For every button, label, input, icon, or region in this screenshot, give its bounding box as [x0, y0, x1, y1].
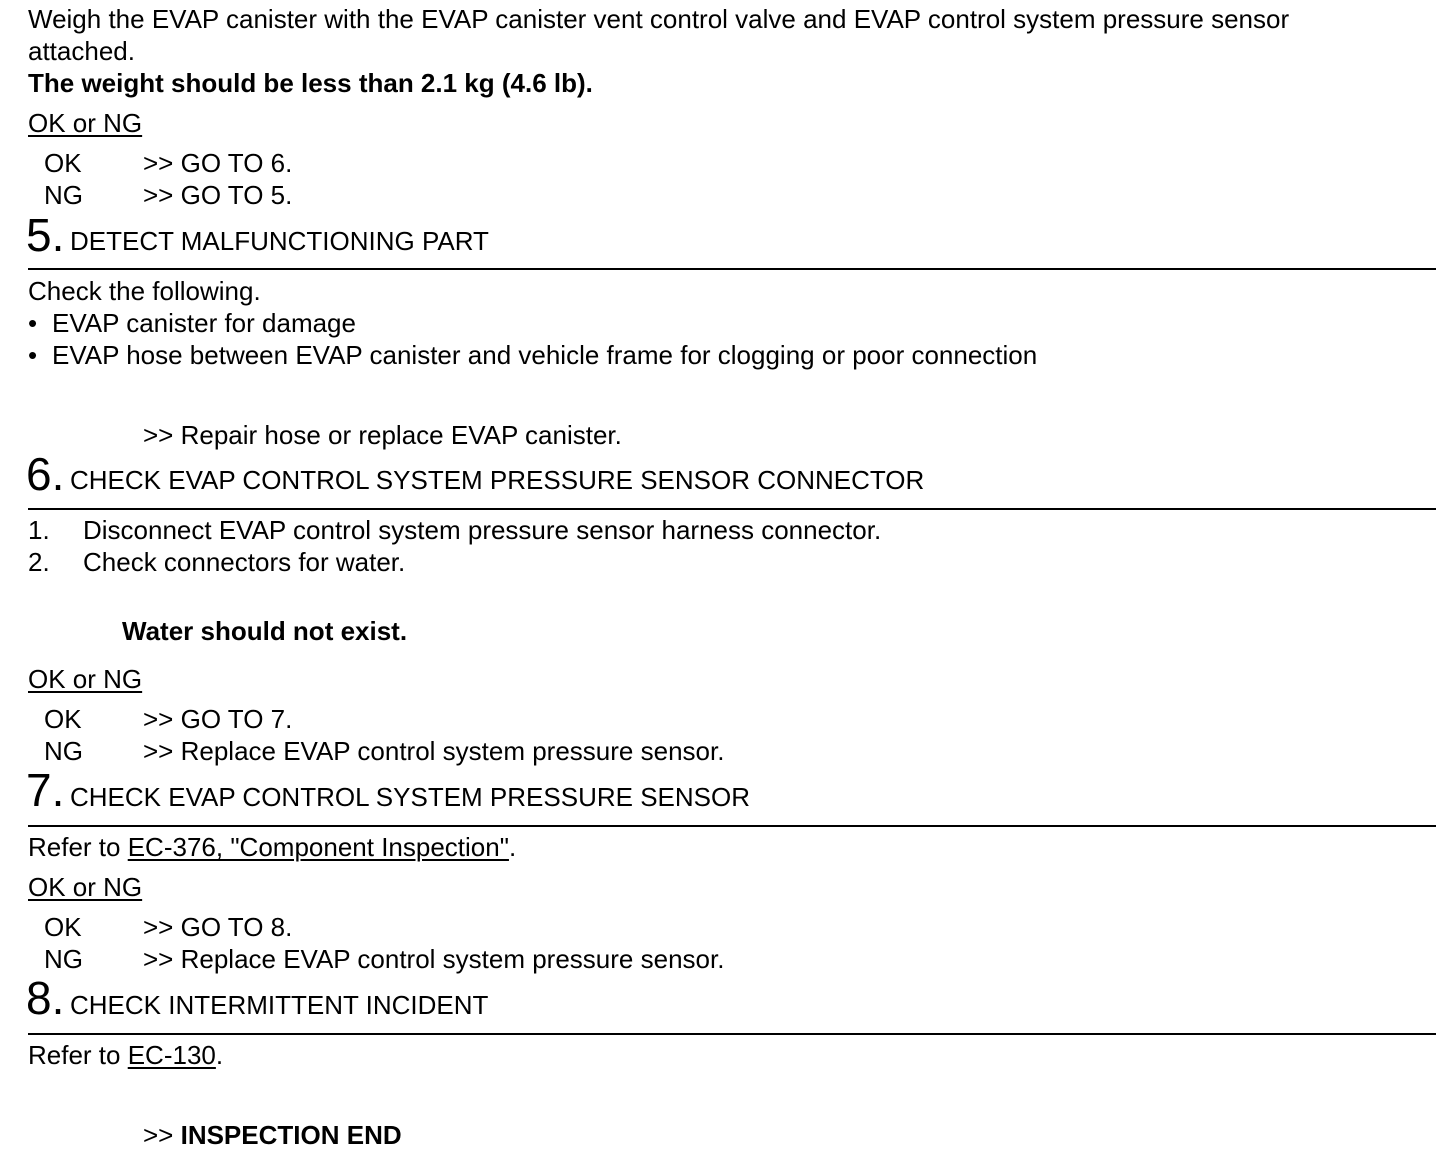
step-7-refer	[28, 834, 516, 860]
step-7-title: CHECK EVAP CONTROL SYSTEM PRESSURE SENSOR	[70, 782, 750, 812]
ec-130-link[interactable]: EC-130	[127, 1040, 216, 1070]
step-5-title: DETECT MALFUNCTIONING PART	[70, 226, 489, 256]
step-6-number: 6.	[26, 448, 65, 500]
refer-suffix: .	[508, 832, 517, 862]
refer-prefix: Refer to	[28, 832, 128, 862]
step-6-item-2-number: 2.	[28, 547, 50, 577]
step-5-bullet-1: EVAP canister for damage	[52, 308, 356, 338]
inspection-end	[143, 1122, 402, 1148]
ok-action-1: >> GO TO 6.	[143, 148, 293, 178]
step-8-refer	[28, 1042, 223, 1068]
result-heading-3: OK or NG	[28, 872, 143, 902]
step-6-item-1-number: 1.	[28, 515, 50, 545]
intro-line-1: Weigh the EVAP canister with the EVAP canister vent control valve and EVAP control system pressure sensor	[28, 4, 1290, 34]
step-6-item-1-text: Disconnect EVAP control system pressure sensor harness connector.	[83, 515, 882, 545]
refer-suffix: .	[215, 1040, 224, 1070]
step-5-intro: Check the following.	[28, 276, 261, 306]
step-6-divider	[28, 508, 1436, 510]
ng-action-1: >> GO TO 5.	[143, 180, 293, 210]
step-5-divider	[28, 268, 1436, 270]
step-8-title: CHECK INTERMITTENT INCIDENT	[70, 990, 489, 1020]
ng-action-3: >> Replace EVAP control system pressure sensor.	[143, 944, 725, 974]
step-8-divider	[28, 1033, 1436, 1035]
end-text: INSPECTION END	[180, 1120, 402, 1150]
step-6-title: CHECK EVAP CONTROL SYSTEM PRESSURE SENSOR CONNECTOR	[70, 465, 925, 495]
step-7-divider	[28, 825, 1436, 827]
bullet-marker: •	[28, 340, 38, 370]
water-spec: Water should not exist.	[122, 616, 408, 646]
ok-action-3: >> GO TO 8.	[143, 912, 293, 942]
result-heading-2: OK or NG	[28, 664, 143, 694]
step-5-bullet-2: EVAP hose between EVAP canister and vehicle frame for clogging or poor connection	[52, 340, 1038, 370]
component-inspection-link[interactable]: EC-376, "Component Inspection"	[127, 832, 509, 862]
step-5-number: 5.	[26, 209, 65, 261]
ok-label-2: OK	[44, 704, 82, 734]
end-prefix: >>	[143, 1120, 181, 1150]
step-8-number: 8.	[26, 972, 65, 1024]
ng-label-3: NG	[44, 944, 83, 974]
result-heading-1: OK or NG	[28, 108, 143, 138]
ng-label-2: NG	[44, 736, 83, 766]
ng-action-2: >> Replace EVAP control system pressure sensor.	[143, 736, 725, 766]
ok-action-2: >> GO TO 7.	[143, 704, 293, 734]
refer-prefix: Refer to	[28, 1040, 128, 1070]
bullet-marker: •	[28, 308, 38, 338]
ng-label-1: NG	[44, 180, 83, 210]
step-5-action: >> Repair hose or replace EVAP canister.	[143, 420, 622, 450]
weight-spec: The weight should be less than 2.1 kg (4.6 lb).	[28, 68, 593, 98]
ok-label-1: OK	[44, 148, 82, 178]
step-6-item-2-text: Check connectors for water.	[83, 547, 406, 577]
step-7-number: 7.	[26, 764, 65, 816]
ok-label-3: OK	[44, 912, 82, 942]
intro-line-2: attached.	[28, 36, 135, 66]
